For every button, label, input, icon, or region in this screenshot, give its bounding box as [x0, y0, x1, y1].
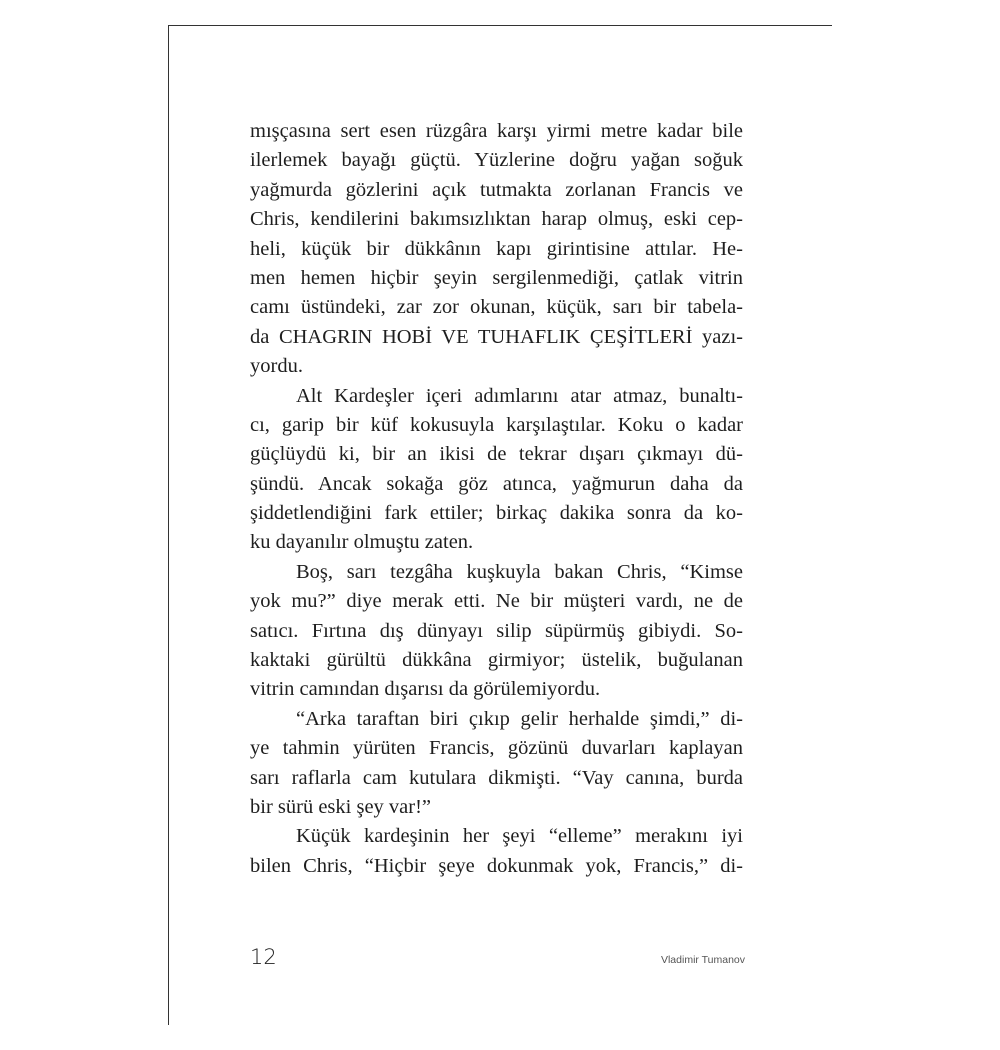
text-line: ilerlemek bayağı güçtü. Yüzlerine doğru yağan soğuk [250, 149, 743, 172]
text-line: bir sürü eski şey var!” [250, 795, 432, 818]
text-line: kaktaki gürültü dükkâna girmiyor; üstelik, buğulanan [250, 649, 743, 672]
text-line: Alt Kardeşler içeri adımlarını atar atmaz, bunaltı- [296, 384, 743, 407]
text-line: şiddetlendiğini fark ettiler; birkaç dakika sonra da ko- [250, 502, 743, 525]
text-line: sarı raflarla cam kutulara dikmişti. “Vay canına, burda [250, 766, 743, 789]
text-line: şündü. Ancak sokağa göz atınca, yağmurun daha da [250, 472, 743, 495]
text-line: yağmurda gözlerini açık tutmakta zorlanan Francis ve [250, 178, 743, 201]
text-line: vitrin camından dışarısı da görülemiyordu. [250, 678, 601, 701]
text-line: “Arka taraftan biri çıkıp gelir herhalde şimdi,” di- [296, 707, 743, 730]
page-number: 12 [250, 945, 277, 969]
page-left-border [168, 25, 169, 1025]
page-top-border [168, 25, 832, 26]
text-line: camı üstündeki, zar zor okunan, küçük, sarı bir tabela- [250, 296, 743, 319]
text-line: yordu. [250, 355, 303, 378]
body-text [250, 117, 743, 881]
text-line: bilen Chris, “Hiçbir şeye dokunmak yok, Francis,” di- [250, 854, 743, 877]
text-line: men hemen hiçbir şeyin sergilenmediği, çatlak vitrin [250, 266, 743, 289]
text-line: Küçük kardeşinin her şeyi “elleme” merakını iyi [296, 825, 743, 848]
text-line: güçlüydü ki, bir an ikisi de tekrar dışarı çıkmayı dü- [250, 443, 743, 466]
text-line: da CHAGRIN HOBİ VE TUHAFLIK ÇEŞİTLERİ yazı- [250, 325, 743, 348]
text-line: mışçasına sert esen rüzgâra karşı yirmi metre kadar bile [250, 120, 743, 142]
text-line: ye tahmin yürüten Francis, gözünü duvarları kaplayan [250, 737, 743, 760]
text-line: Boş, sarı tezgâha kuşkuyla bakan Chris, “Kimse [296, 560, 743, 583]
text-line: ku dayanılır olmuştu zaten. [250, 531, 474, 554]
text-line: satıcı. Fırtına dış dünyayı silip süpürmüş gibiydi. So- [250, 619, 743, 642]
running-footer-author: Vladimir Tumanov [660, 954, 745, 966]
text-line: yok mu?” diye merak etti. Ne bir müşteri vardı, ne de [250, 590, 743, 613]
text-line: heli, küçük bir dükkânın kapı girintisine attılar. He- [250, 237, 743, 260]
text-line: cı, garip bir küf kokusuyla karşılaştılar. Koku o kadar [250, 413, 743, 436]
text-line: Chris, kendilerini bakımsızlıktan harap olmuş, eski cep- [250, 208, 743, 231]
